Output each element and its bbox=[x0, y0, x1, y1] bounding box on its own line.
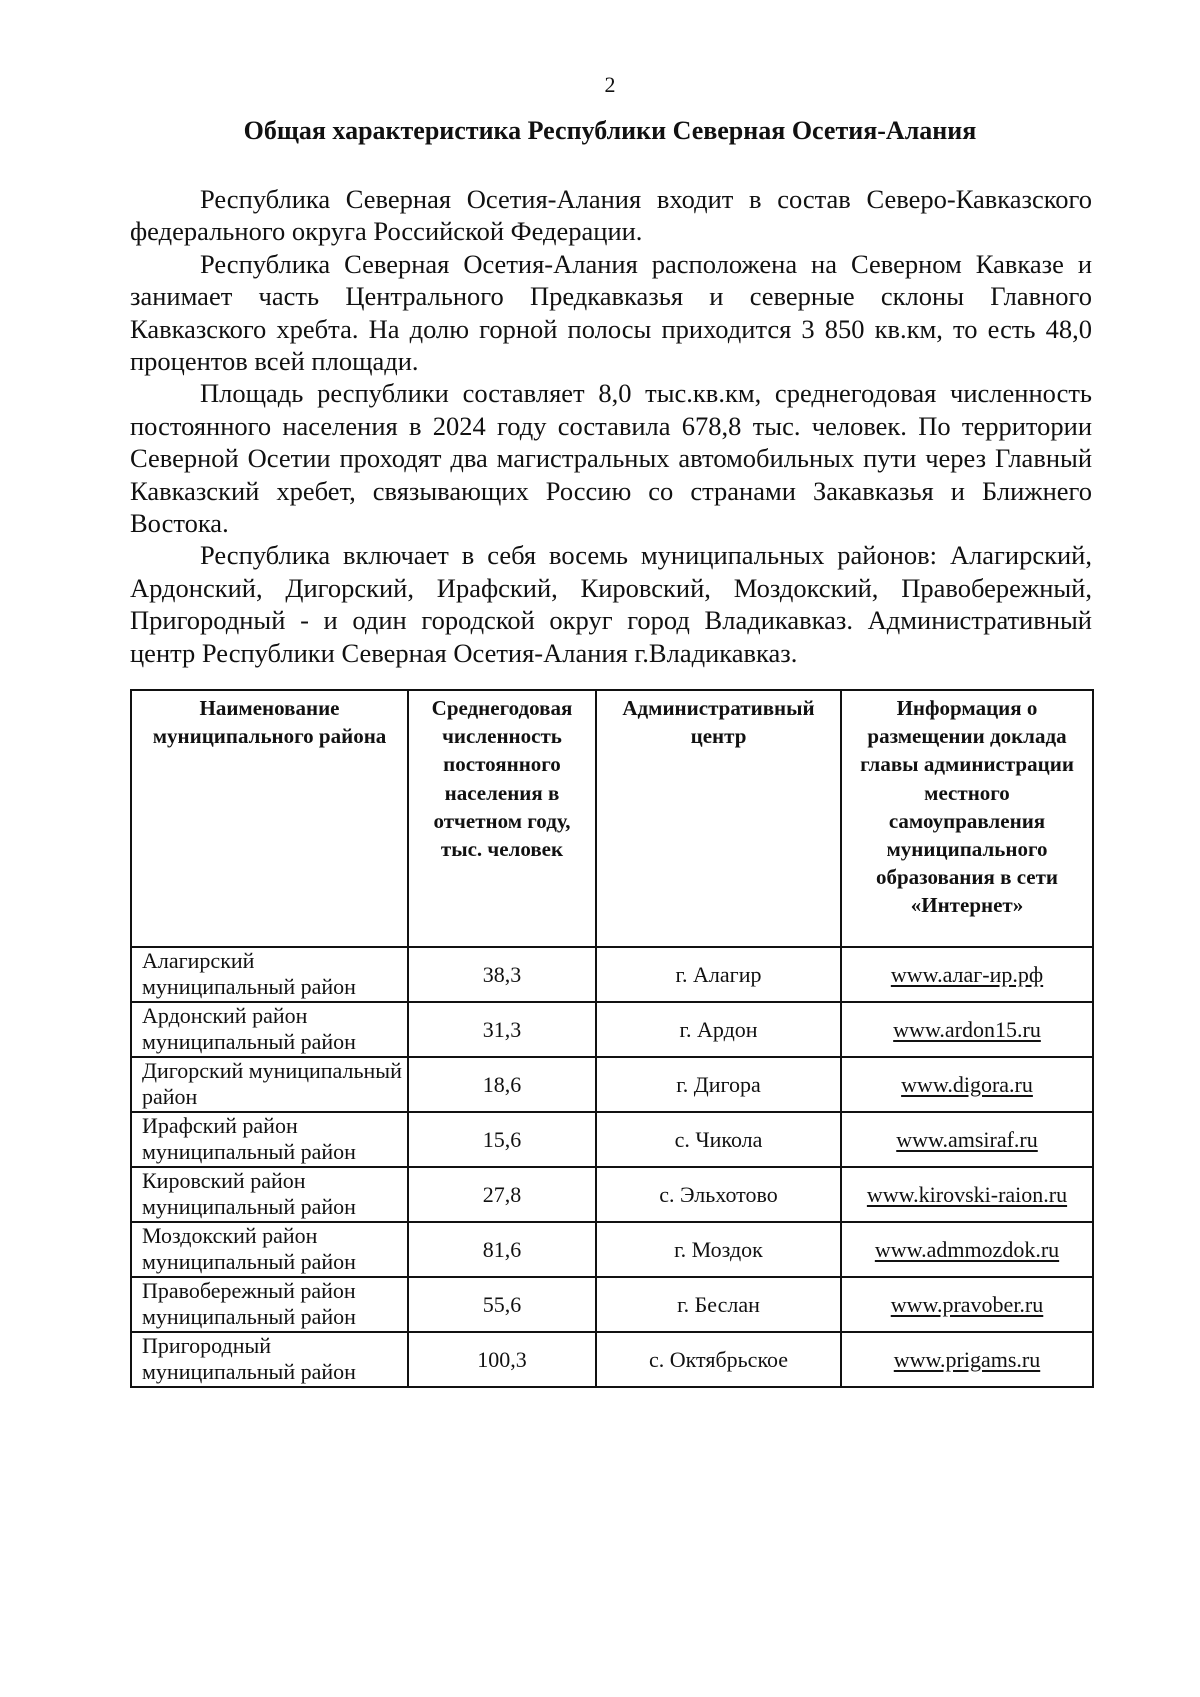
paragraph: Республика Северная Осетия-Алания расположена на Северном Кавказе и занимает часть Центрального Предкавказья и северные склоны Главного Кавказского хребта. На долю горной полосы приходится 3 850 кв.км, то есть 48,0 процентов всей площади. bbox=[130, 248, 1092, 377]
header-report-info: Информация о размещении доклада главы администрации местного самоуправления муниципального образования в сети «Интернет» bbox=[841, 690, 1093, 947]
district-population: 55,6 bbox=[408, 1277, 596, 1332]
header-district-name: Наименование муниципального района bbox=[131, 690, 408, 947]
district-center: г. Моздок bbox=[596, 1222, 841, 1277]
paragraph: Республика Северная Осетия-Алания входит в состав Северо-Кавказского федерального округа Российской Федерации. bbox=[130, 184, 1092, 247]
document-title: Общая характеристика Республики Северная Осетия-Алания bbox=[243, 116, 977, 145]
district-name: Пригородный муниципальный район bbox=[131, 1332, 408, 1387]
table-row bbox=[131, 1167, 1093, 1222]
website-link[interactable]: www.admmozdok.ru bbox=[874, 1236, 1060, 1262]
table-row bbox=[131, 1002, 1093, 1057]
district-name: Алагирский муниципальный район bbox=[131, 947, 408, 1002]
district-website[interactable] bbox=[841, 947, 1093, 1002]
district-population: 38,3 bbox=[408, 947, 596, 1002]
website-link[interactable]: www.ardon15.ru bbox=[893, 1016, 1041, 1042]
website-link[interactable]: www.amsiraf.ru bbox=[896, 1126, 1038, 1152]
district-website[interactable] bbox=[841, 1332, 1093, 1387]
district-population: 31,3 bbox=[408, 1002, 596, 1057]
district-website[interactable] bbox=[841, 1222, 1093, 1277]
district-center: с. Октябрьское bbox=[596, 1332, 841, 1387]
district-population: 18,6 bbox=[408, 1057, 596, 1112]
district-name: Ирафский район муниципальный район bbox=[131, 1112, 408, 1167]
paragraph: Площадь республики составляет 8,0 тыс.кв.км, среднегодовая численность постоянного населения в 2024 году составила 678,8 тыс. человек. По территории Северной Осетии проходят два магистральных автомобильных пути через Главный Кавказский хребет, связывающих Россию со странами Закавказья и Ближнего Востока. bbox=[130, 378, 1092, 539]
district-website[interactable] bbox=[841, 1057, 1093, 1112]
table-header-row bbox=[131, 690, 1093, 947]
page-number: 2 bbox=[604, 72, 616, 97]
table-row bbox=[131, 1112, 1093, 1167]
district-name: Правобережный район муниципальный район bbox=[131, 1277, 408, 1332]
table-row bbox=[131, 1222, 1093, 1277]
district-population: 81,6 bbox=[408, 1222, 596, 1277]
district-website[interactable] bbox=[841, 1112, 1093, 1167]
website-link[interactable]: www.digora.ru bbox=[901, 1071, 1033, 1097]
district-population: 15,6 bbox=[408, 1112, 596, 1167]
districts-table bbox=[130, 689, 1094, 1388]
district-website[interactable] bbox=[841, 1167, 1093, 1222]
website-link[interactable]: www.prigams.ru bbox=[893, 1346, 1041, 1372]
website-link[interactable]: www.pravober.ru bbox=[890, 1291, 1044, 1317]
body-text bbox=[130, 183, 1092, 669]
district-center: с. Чикола bbox=[596, 1112, 841, 1167]
district-name: Кировский район муниципальный район bbox=[131, 1167, 408, 1222]
website-link[interactable]: www.kirovski-raion.ru bbox=[866, 1181, 1068, 1207]
district-center: г. Дигора bbox=[596, 1057, 841, 1112]
district-population: 100,3 bbox=[408, 1332, 596, 1387]
district-center: с. Эльхотово bbox=[596, 1167, 841, 1222]
district-center: г. Беслан bbox=[596, 1277, 841, 1332]
paragraph: Республика включает в себя восемь муниципальных районов: Алагирский, Ардонский, Дигорский, Ирафский, Кировский, Моздокский, Правобережный, Пригородный - и один городской округ город Владикавказ. Административный центр Республики Северная Осетия-Алания г.Владикавказ. bbox=[130, 540, 1092, 668]
website-link[interactable]: www.алаг-ир.рф bbox=[890, 961, 1044, 987]
table-row bbox=[131, 1277, 1093, 1332]
table-row bbox=[131, 947, 1093, 1002]
district-name: Ардонский район муниципальный район bbox=[131, 1002, 408, 1057]
district-name: Дигорский муниципальный район bbox=[131, 1057, 408, 1112]
district-center: г. Ардон bbox=[596, 1002, 841, 1057]
header-population: Среднегодовая численность постоянного населения в отчетном году, тыс. человек bbox=[408, 690, 596, 947]
district-name: Моздокский район муниципальный район bbox=[131, 1222, 408, 1277]
table-row bbox=[131, 1057, 1093, 1112]
district-website[interactable] bbox=[841, 1002, 1093, 1057]
district-population: 27,8 bbox=[408, 1167, 596, 1222]
district-website[interactable] bbox=[841, 1277, 1093, 1332]
header-admin-center: Административный центр bbox=[596, 690, 841, 947]
table-row bbox=[131, 1332, 1093, 1387]
district-center: г. Алагир bbox=[596, 947, 841, 1002]
